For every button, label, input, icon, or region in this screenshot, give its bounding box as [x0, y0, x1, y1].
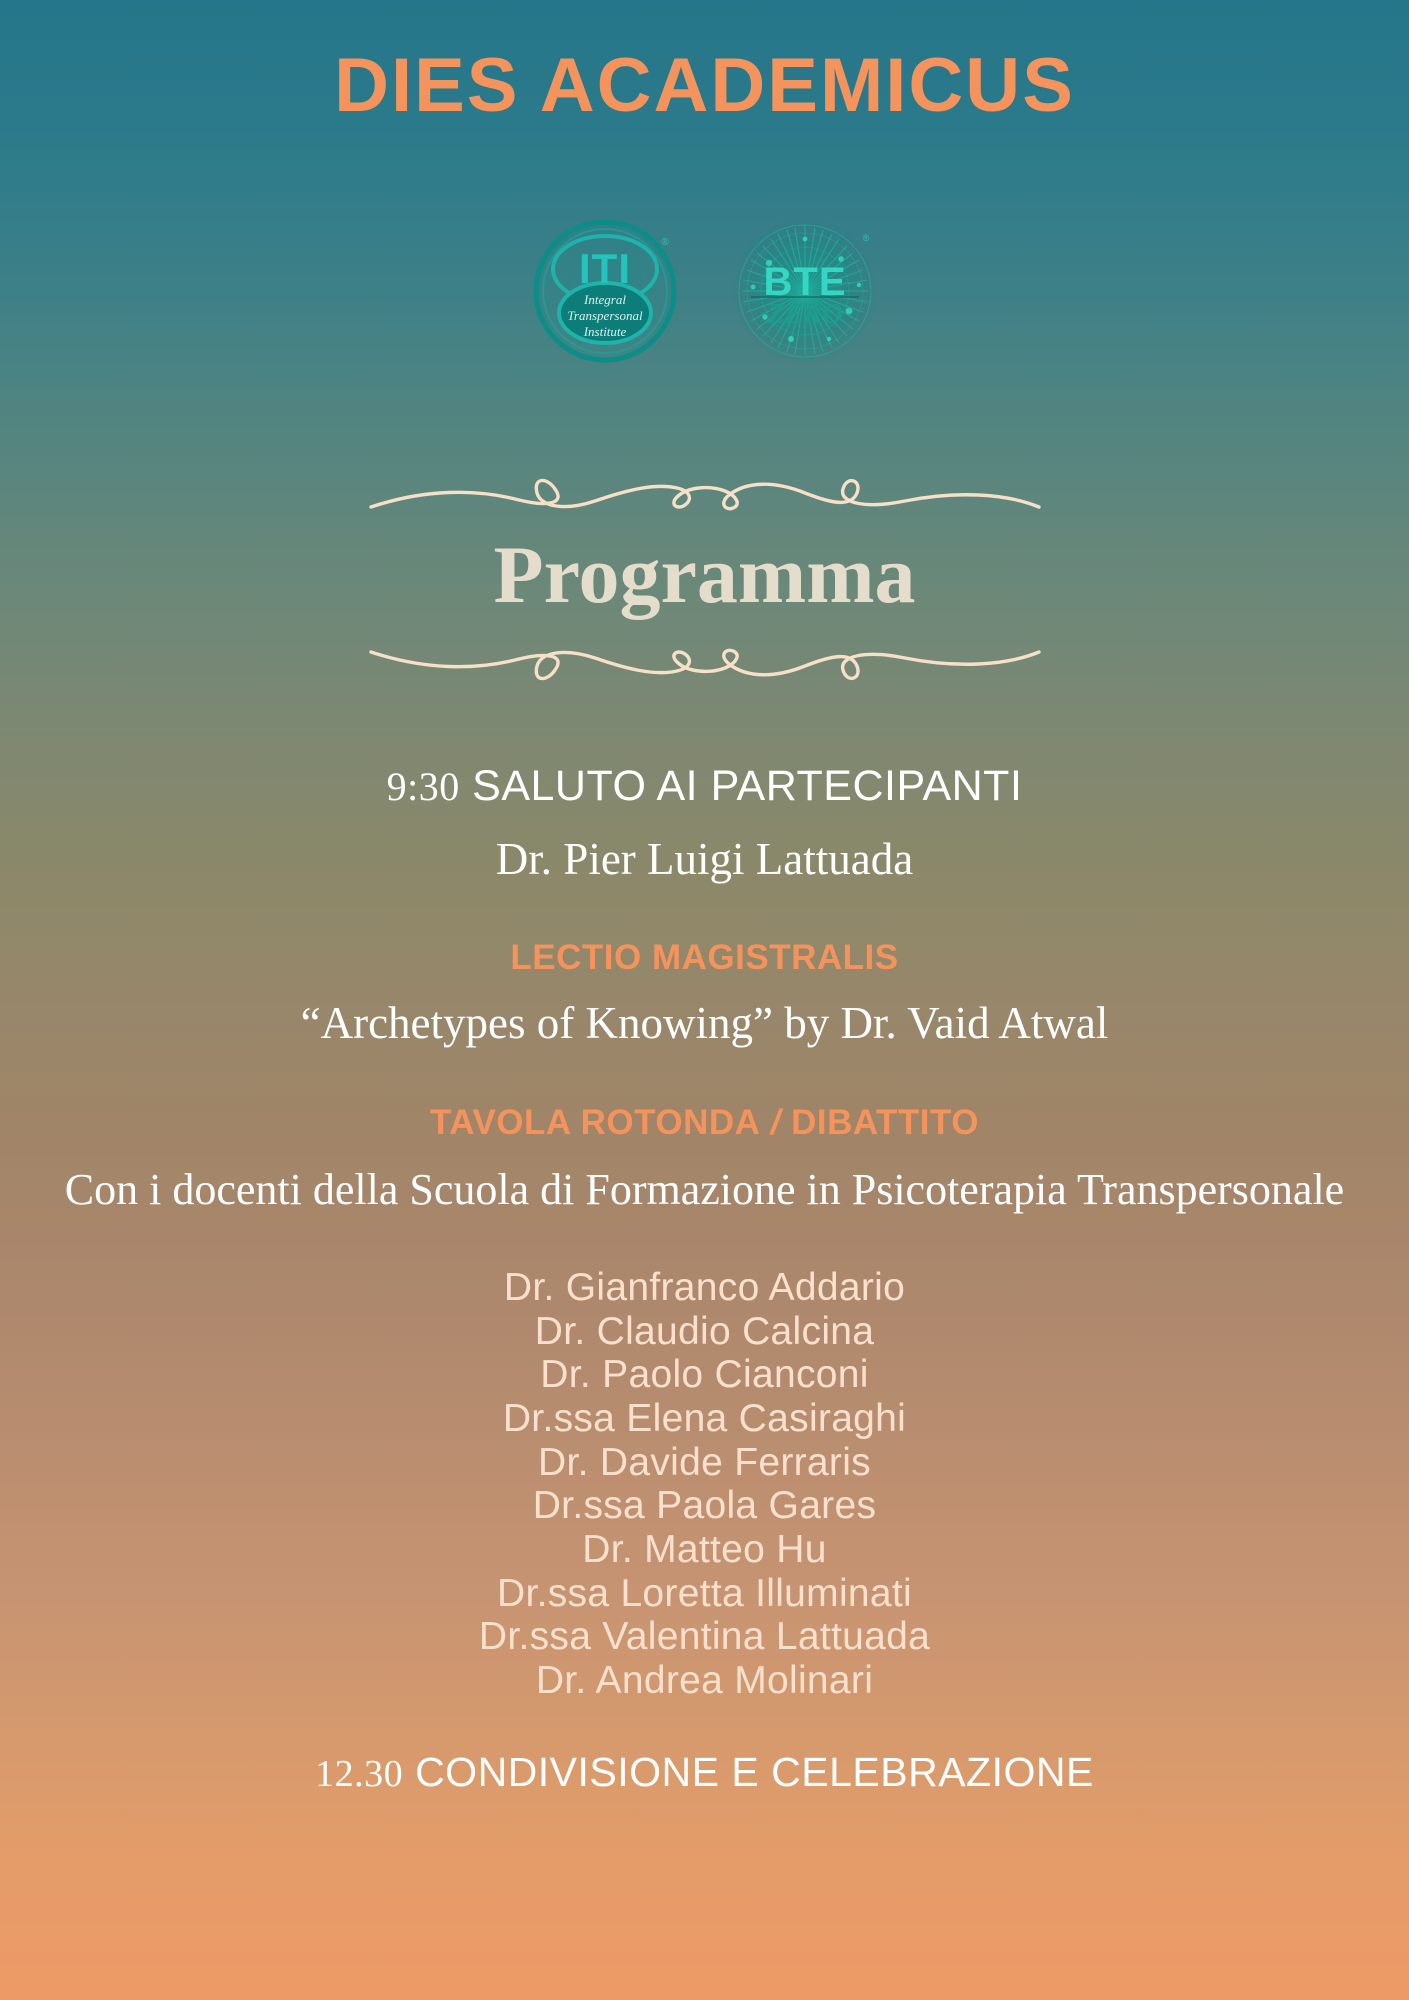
bte-zero-logo	[729, 215, 881, 367]
closing-time: 12.30	[315, 1752, 404, 1795]
svg-text:Institute: Institute	[583, 324, 626, 339]
list-item: Dr. Matteo Hu	[582, 1527, 827, 1571]
opening-time: 9:30	[386, 764, 460, 809]
roundtable-heading-slash: /	[760, 1102, 792, 1142]
list-item: Dr.ssa Paola Gares	[532, 1484, 877, 1528]
roundtable-heading-part1: TAVOLA ROTONDA	[429, 1102, 761, 1142]
svg-text:ZERO: ZERO	[767, 299, 842, 330]
lectio-detail: “Archetypes of Knowing” by Dr. Vaid Atwal	[300, 998, 1109, 1049]
svg-text:Integral: Integral	[583, 292, 626, 307]
flourish-divider-top-icon	[365, 455, 1045, 521]
svg-text:Transpersonal: Transpersonal	[566, 308, 643, 323]
list-item: Dr.ssa Elena Casiraghi	[502, 1396, 907, 1440]
list-item: Dr. Davide Ferraris	[538, 1440, 871, 1484]
logo-row	[0, 215, 1409, 367]
svg-text:®: ®	[660, 237, 669, 248]
section-title: Programma	[493, 529, 916, 620]
closing-label: CONDIVISIONE E CELEBRAZIONE	[415, 1748, 1094, 1795]
roundtable-heading	[0, 1103, 1409, 1143]
list-item: Dr.ssa Valentina Lattuada	[478, 1615, 931, 1659]
page-title: DIES ACADEMICUS	[334, 43, 1075, 128]
participants-list	[0, 1266, 1409, 1703]
svg-text:®: ®	[862, 233, 869, 243]
opening-line	[0, 760, 1409, 814]
svg-text:ITI: ITI	[578, 245, 631, 292]
list-item: Dr.ssa Loretta Illuminati	[496, 1571, 912, 1615]
svg-text:BTE: BTE	[763, 260, 846, 304]
list-item: Dr. Claudio Calcina	[534, 1309, 875, 1353]
lectio-heading: LECTIO MAGISTRALIS	[510, 938, 899, 978]
opening-speaker: Dr. Pier Luigi Lattuada	[495, 833, 914, 884]
list-item: Dr. Paolo Cianconi	[540, 1353, 869, 1397]
closing-line	[0, 1749, 1409, 1796]
opening-label: SALUTO AI PARTECIPANTI	[472, 762, 1023, 810]
iti-logo	[529, 215, 681, 367]
flourish-divider-bottom-icon	[365, 638, 1045, 704]
program-list	[0, 760, 1409, 1796]
list-item: Dr. Andrea Molinari	[535, 1658, 874, 1702]
list-item: Dr. Gianfranco Addario	[503, 1265, 906, 1309]
roundtable-heading-part2: DIBATTITO	[791, 1102, 980, 1142]
roundtable-detail: Con i docenti della Scuola di Formazione in Psicoterapia Transpersonale	[64, 1164, 1345, 1214]
